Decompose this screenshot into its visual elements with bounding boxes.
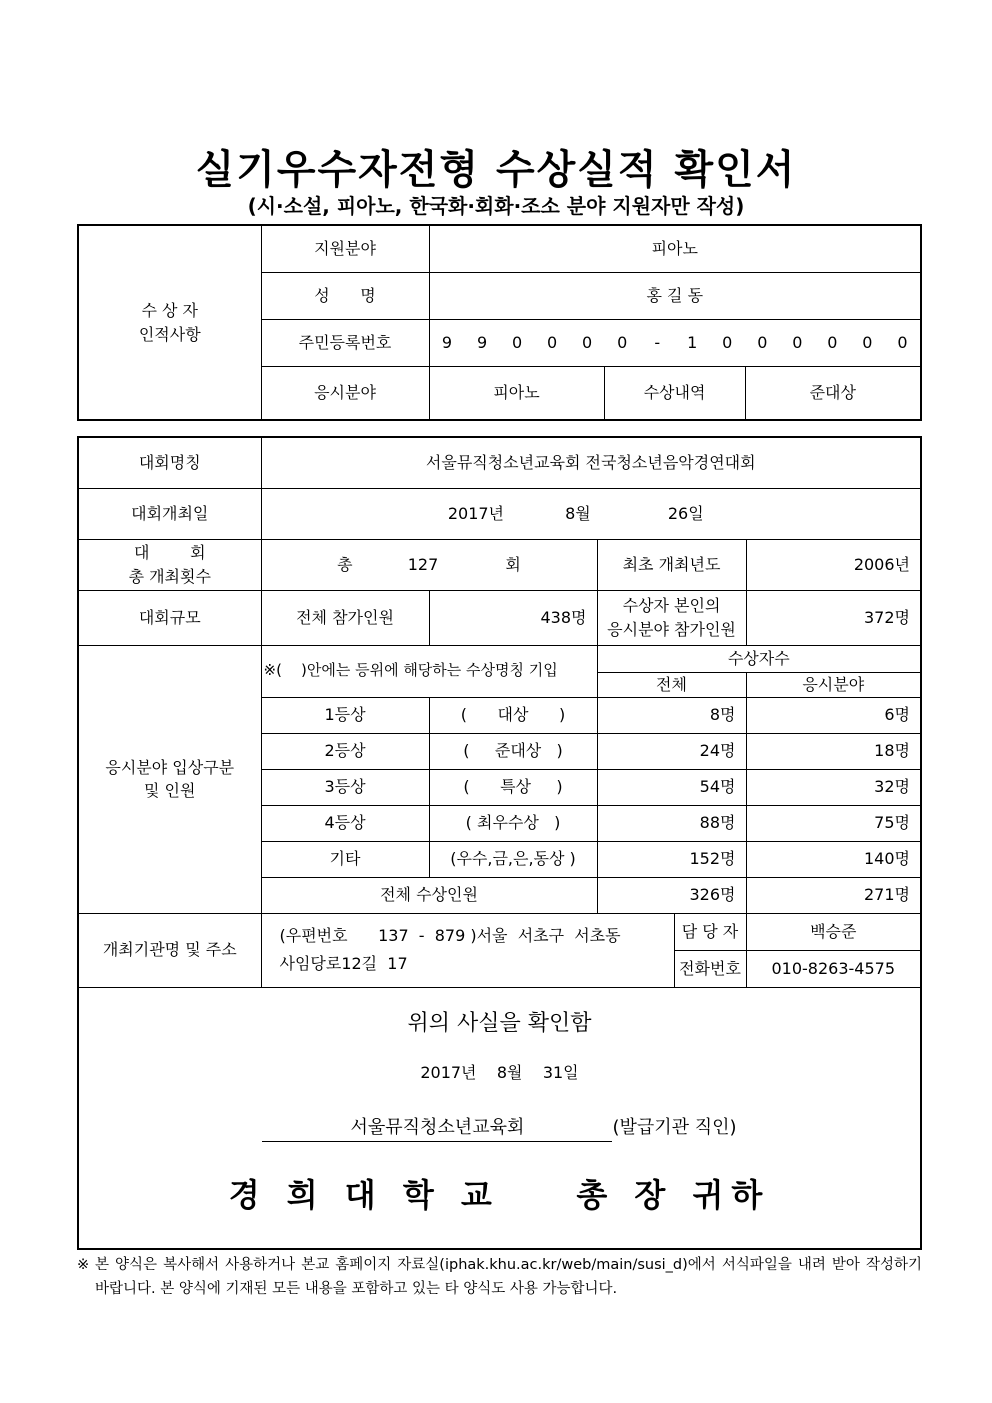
winners-field-header: 응시분야 [746, 672, 921, 697]
applicant-section-label [78, 225, 261, 420]
first-year-label: 최초 개최년도 [597, 539, 746, 590]
award-field[interactable]: 6명 [746, 697, 921, 733]
contest-count-prefix: 총 [337, 554, 353, 574]
id-digit: - [654, 332, 661, 352]
phone-label: 전화번호 [674, 950, 746, 987]
id-number-label: 주민등록번호 [261, 319, 429, 366]
issuer-line [79, 1115, 920, 1142]
award-name[interactable]: ( 대상 ) [429, 697, 597, 733]
document-title: 실기우수자전형 수상실적 확인서 [195, 147, 797, 193]
contest-count-label-line1: 대 회 [133, 543, 206, 563]
id-digit: 0 [617, 332, 628, 352]
award-total[interactable]: 24명 [597, 733, 746, 769]
contest-name-value[interactable]: 서울뮤직청소년교육회 전국청소년음악경연대회 [261, 437, 921, 488]
total-participants-label: 전체 참가인원 [261, 590, 429, 645]
exam-field-label: 응시분야 [261, 366, 429, 420]
award-field[interactable]: 32명 [746, 769, 921, 805]
award-name[interactable]: ( 준대상 ) [429, 733, 597, 769]
id-digit: 0 [827, 332, 838, 352]
award-name[interactable]: ( 최우수상 ) [429, 805, 597, 841]
host-address[interactable] [261, 913, 674, 987]
award-label: 수상내역 [604, 366, 745, 420]
phone-value[interactable]: 010-8263-4575 [746, 950, 921, 987]
awards-sum-field[interactable]: 271명 [746, 877, 921, 913]
field-participants-label-line2: 응시분야 참가인원 [607, 619, 736, 639]
winners-header: 수상자수 [597, 645, 921, 672]
contest-count-suffix: 회 [505, 554, 521, 574]
id-number-digits [430, 320, 921, 366]
award-total[interactable]: 8명 [597, 697, 746, 733]
id-digit: 0 [547, 332, 558, 352]
contest-scale-label: 대회규모 [78, 590, 261, 645]
field-label: 지원분야 [261, 225, 429, 272]
awards-sum-label: 전체 수상인원 [261, 877, 597, 913]
award-name[interactable]: ( 특상 ) [429, 769, 597, 805]
field-participants-label [597, 590, 746, 645]
id-digit: 0 [757, 332, 768, 352]
host-address-line1: (우편번호 137 - 879 )서울 서초구 서초동 [279, 926, 621, 945]
awards-instruction: ※( )안에는 등위에 해당하는 수상명칭 기입 [261, 645, 597, 697]
name-value[interactable]: 홍 길 동 [429, 272, 921, 319]
awards-section-label-line2: 및 인원 [144, 781, 196, 800]
confirmation-statement: 위의 사실을 확인함 [407, 1010, 592, 1036]
id-digit: 9 [441, 332, 453, 352]
applicant-section-label-line1: 수 상 자 [141, 301, 199, 321]
award-total[interactable]: 88명 [597, 805, 746, 841]
footnote [77, 1254, 922, 1302]
award-field[interactable]: 140명 [746, 841, 921, 877]
issuer-name[interactable]: 서울뮤직청소년교육회 [262, 1115, 612, 1142]
field-value[interactable]: 피아노 [429, 225, 921, 272]
footnote-text: 본 양식은 복사해서 사용하거나 본교 홈페이지 자료실(iphak.khu.ac.kr/web/main/susi_d)에서 서식파일을 내려 받아 작성하기 바랍니다. 본 양식에 기재된 모든 내용을 포함하고 있는 타 양식도 사용 가능합니다. [95, 1257, 922, 1297]
id-digit: 0 [792, 332, 803, 352]
confirmation-block [78, 987, 921, 1249]
contest-info-table [77, 436, 922, 1250]
id-digit: 0 [862, 332, 873, 352]
host-label: 개최기관명 및 주소 [78, 913, 261, 987]
exam-field-value[interactable]: 피아노 [429, 366, 604, 420]
awards-sum-total[interactable]: 326명 [597, 877, 746, 913]
id-number-value[interactable] [429, 319, 921, 366]
contest-count-value[interactable] [261, 539, 597, 590]
contest-date-label: 대회개최일 [78, 488, 261, 539]
award-field[interactable]: 18명 [746, 733, 921, 769]
award-rank: 4등상 [261, 805, 429, 841]
name-label: 성 명 [261, 272, 429, 319]
award-rank: 2등상 [261, 733, 429, 769]
host-address-line2: 사임당로12길 17 [279, 954, 408, 973]
contest-date-year: 2017년 [447, 503, 505, 523]
document-subtitle: (시·소설, 피아노, 한국화·회화·조소 분야 지원자만 작성) [247, 194, 745, 218]
award-name[interactable]: (우수,금,은,동상 ) [429, 841, 597, 877]
id-digit: 1 [687, 332, 698, 352]
award-value[interactable]: 준대상 [745, 366, 921, 420]
applicant-info-table [77, 224, 922, 421]
award-rank: 1등상 [261, 697, 429, 733]
footnote-mark: ※ [77, 1257, 90, 1273]
id-digit: 9 [476, 332, 488, 352]
contest-count-label [78, 539, 261, 590]
first-year-value[interactable]: 2006년 [746, 539, 921, 590]
award-field[interactable]: 75명 [746, 805, 921, 841]
field-participants-value[interactable]: 372명 [746, 590, 921, 645]
award-total[interactable]: 152명 [597, 841, 746, 877]
contest-count-number: 127 [407, 554, 439, 574]
id-digit: 0 [511, 332, 523, 352]
contest-date-day: 26일 [667, 503, 704, 523]
awards-section-label [78, 645, 261, 913]
total-participants-value[interactable]: 438명 [429, 590, 597, 645]
manager-label: 담 당 자 [674, 913, 746, 950]
winners-total-header: 전체 [597, 672, 746, 697]
addressee: 경 희 대 학 교 총 장 귀하 [228, 1175, 771, 1214]
id-digit: 0 [897, 332, 908, 352]
contest-count-label-line2: 총 개최횟수 [128, 566, 211, 586]
id-digit: 0 [582, 332, 593, 352]
award-total[interactable]: 54명 [597, 769, 746, 805]
award-rank: 기타 [261, 841, 429, 877]
issuer-note: (발급기관 직인) [612, 1116, 737, 1138]
confirmation-date[interactable]: 2017년 8월 31일 [420, 1063, 579, 1083]
id-digit: 0 [722, 332, 733, 352]
contest-date-value[interactable] [261, 488, 921, 539]
contest-name-label: 대회명칭 [78, 437, 261, 488]
field-participants-label-line1: 수상자 본인의 [622, 596, 721, 616]
award-rank: 3등상 [261, 769, 429, 805]
applicant-section-label-line2: 인적사항 [138, 324, 201, 344]
awards-section-label-line1: 응시분야 입상구분 [105, 757, 235, 777]
contest-date-month: 8월 [565, 503, 591, 523]
manager-value[interactable]: 백승준 [746, 913, 921, 950]
